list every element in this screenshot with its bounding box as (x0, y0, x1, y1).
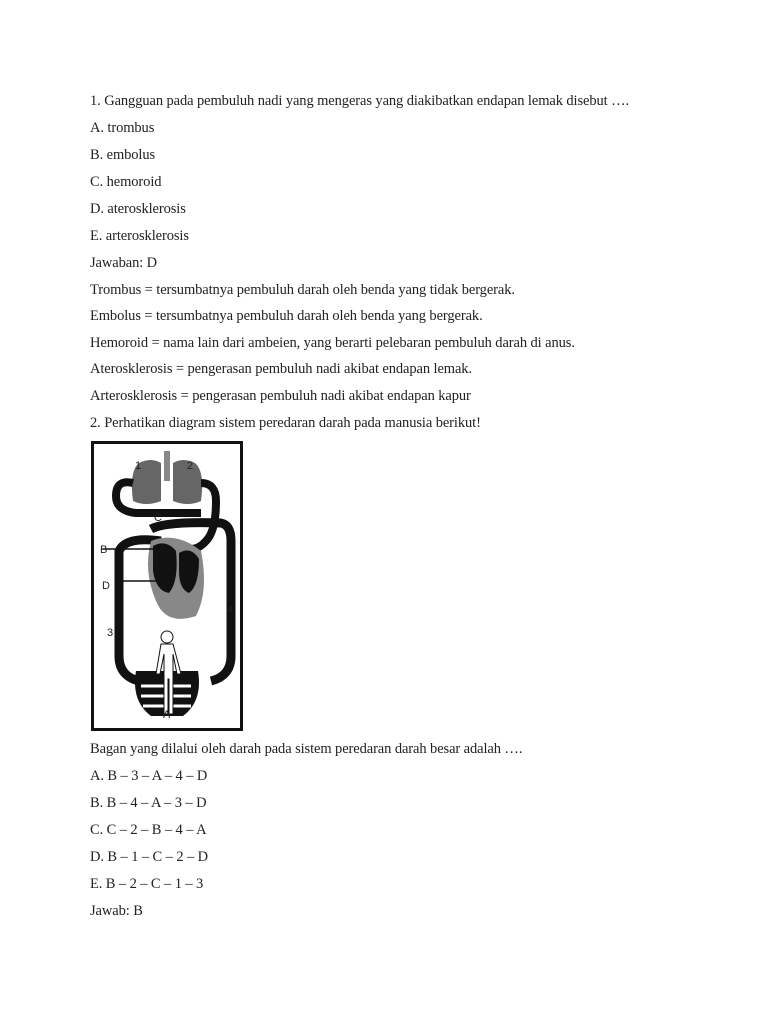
q2-question: 2. Perhatikan diagram sistem peredaran darah pada manusia berikut! (90, 415, 481, 431)
q2-option-c: C. C – 2 – B – 4 – A (90, 822, 207, 838)
q1-option-e: E. arterosklerosis (90, 228, 189, 244)
q2-prompt: Bagan yang dilalui oleh darah pada sistem peredaran darah besar adalah …. (90, 741, 523, 757)
q1-option-b: B. embolus (90, 147, 156, 163)
q2-option-a: A. B – 3 – A – 4 – D (90, 768, 208, 784)
q1-answer: Jawaban: D (90, 255, 158, 271)
q2-option-d: D. B – 1 – C – 2 – D (90, 849, 209, 865)
q2-answer: Jawab: B (90, 903, 143, 919)
q1-explanation: Trombus = tersumbatnya pembuluh darah oleh benda yang tidak bergerak. (90, 282, 515, 298)
q1-option-c: C. hemoroid (90, 174, 162, 190)
q1-explanation: Aterosklerosis = pengerasan pembuluh nadi akibat endapan lemak. (90, 361, 472, 377)
q1-explanation: Embolus = tersumbatnya pembuluh darah oleh benda yang bergerak. (90, 308, 483, 324)
q1-option-d: D. aterosklerosis (90, 201, 186, 217)
q1-question: 1. Gangguan pada pembuluh nadi yang mengeras yang diakibatkan endapan lemak disebut …. (90, 93, 630, 109)
diagram-label-d: D (102, 580, 110, 592)
diagram-label-c: C (154, 512, 162, 524)
diagram-label-4: 4 (227, 604, 234, 616)
diagram-label-b: B (100, 544, 108, 556)
diagram-label-2: 2 (187, 460, 194, 472)
q2-option-b: B. B – 4 – A – 3 – D (90, 795, 207, 811)
diagram-label-3: 3 (107, 627, 114, 639)
diagram-label-1: 1 (135, 460, 142, 472)
q1-option-a: A. trombus (90, 120, 155, 136)
circulatory-system-diagram (91, 441, 243, 731)
q1-explanation: Hemoroid = nama lain dari ambeien, yang berarti pelebaran pembuluh darah di anus. (90, 335, 575, 351)
diagram-label-a: A (163, 709, 171, 721)
q1-explanation: Arterosklerosis = pengerasan pembuluh nadi akibat endapan kapur (90, 388, 471, 404)
q2-option-e: E. B – 2 – C – 1 – 3 (90, 876, 204, 892)
